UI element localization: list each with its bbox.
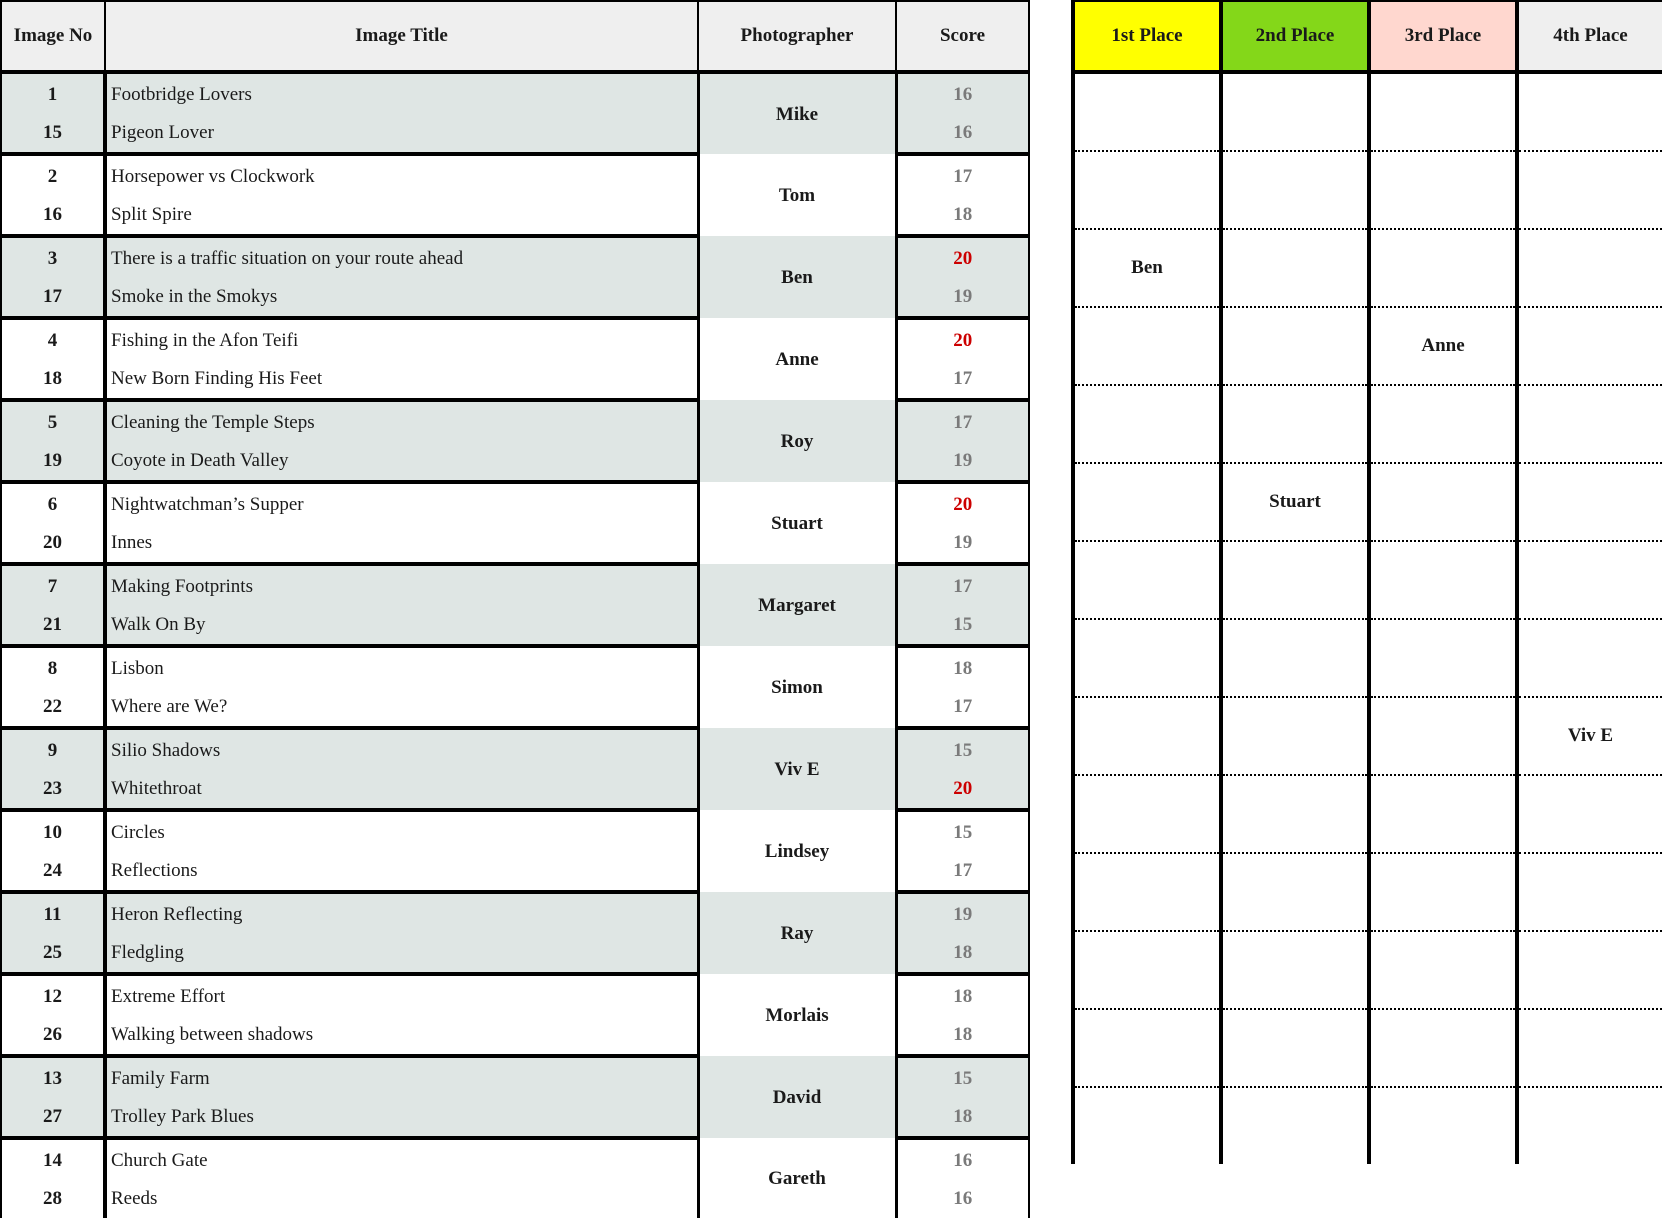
placing-cell <box>1517 1087 1662 1164</box>
placing-cell <box>1221 541 1369 619</box>
placing-cell <box>1073 697 1221 775</box>
header-image-title: Image Title <box>105 1 698 72</box>
photographer-name: Roy <box>698 400 896 482</box>
entry-row <box>1 810 1029 852</box>
image-number: 6 <box>1 482 105 524</box>
photographer-name: Margaret <box>698 564 896 646</box>
placing-cell <box>1369 229 1517 307</box>
placing-cell <box>1517 151 1662 229</box>
photographer-name: Simon <box>698 646 896 728</box>
image-number: 11 <box>1 892 105 934</box>
placing-row <box>1073 72 1662 151</box>
placing-cell <box>1517 463 1662 541</box>
image-title: Walk On By <box>105 606 698 646</box>
placing-cell <box>1073 1009 1221 1087</box>
entry-row <box>1 892 1029 934</box>
score: 19 <box>896 278 1029 318</box>
header-image-no: Image No <box>1 1 105 72</box>
image-number: 2 <box>1 154 105 196</box>
score: 17 <box>896 852 1029 892</box>
placing-cell <box>1221 619 1369 697</box>
placing-row <box>1073 307 1662 385</box>
placing-cell <box>1073 463 1221 541</box>
image-number: 21 <box>1 606 105 646</box>
placing-winner: Anne <box>1369 307 1517 385</box>
placing-cell <box>1517 775 1662 853</box>
image-title: Lisbon <box>105 646 698 688</box>
score: 18 <box>896 196 1029 236</box>
image-title: Silio Shadows <box>105 728 698 770</box>
image-number: 9 <box>1 728 105 770</box>
placing-cell <box>1073 931 1221 1009</box>
score: 18 <box>896 1098 1029 1138</box>
placing-row <box>1073 1087 1662 1164</box>
placing-cell <box>1221 853 1369 931</box>
score: 15 <box>896 810 1029 852</box>
score: 15 <box>896 1056 1029 1098</box>
placing-cell <box>1221 931 1369 1009</box>
score: 16 <box>896 72 1029 114</box>
header-score: Score <box>896 1 1029 72</box>
image-title: Walking between shadows <box>105 1016 698 1056</box>
image-number: 14 <box>1 1138 105 1180</box>
placing-cell <box>1221 151 1369 229</box>
placing-row <box>1073 775 1662 853</box>
image-number: 13 <box>1 1056 105 1098</box>
photographer-name: Anne <box>698 318 896 400</box>
placing-cell <box>1073 619 1221 697</box>
score: 17 <box>896 688 1029 728</box>
placing-cell <box>1369 775 1517 853</box>
placing-cell <box>1221 229 1369 307</box>
placing-row <box>1073 151 1662 229</box>
image-title: Smoke in the Smokys <box>105 278 698 318</box>
score: 18 <box>896 1016 1029 1056</box>
image-title: Circles <box>105 810 698 852</box>
score: 18 <box>896 646 1029 688</box>
image-title: Extreme Effort <box>105 974 698 1016</box>
placing-row <box>1073 853 1662 931</box>
placing-cell <box>1369 1087 1517 1164</box>
score-max: 20 <box>896 318 1029 360</box>
placing-winner: Viv E <box>1517 697 1662 775</box>
photographer-name: Lindsey <box>698 810 896 892</box>
entry-row <box>1 400 1029 442</box>
placing-cell <box>1221 697 1369 775</box>
image-title: Church Gate <box>105 1138 698 1180</box>
placing-cell <box>1517 229 1662 307</box>
placing-cell <box>1369 853 1517 931</box>
placing-cell <box>1517 541 1662 619</box>
placing-cell <box>1221 1009 1369 1087</box>
image-title: Reflections <box>105 852 698 892</box>
image-number: 3 <box>1 236 105 278</box>
image-title: Reeds <box>105 1180 698 1218</box>
placing-cell <box>1517 72 1662 151</box>
placing-cell <box>1369 1009 1517 1087</box>
image-title: Horsepower vs Clockwork <box>105 154 698 196</box>
photographer-name: David <box>698 1056 896 1138</box>
placing-cell <box>1369 619 1517 697</box>
placing-cell <box>1073 541 1221 619</box>
header-1st-place: 1st Place <box>1073 1 1221 72</box>
image-number: 25 <box>1 934 105 974</box>
placing-cell <box>1221 1087 1369 1164</box>
image-title: Coyote in Death Valley <box>105 442 698 482</box>
image-number: 18 <box>1 360 105 400</box>
image-title: Heron Reflecting <box>105 892 698 934</box>
image-number: 8 <box>1 646 105 688</box>
placing-cell <box>1073 307 1221 385</box>
placing-cell <box>1369 385 1517 463</box>
image-title: Split Spire <box>105 196 698 236</box>
image-title: Where are We? <box>105 688 698 728</box>
photographer-name: Mike <box>698 72 896 154</box>
score-max: 20 <box>896 482 1029 524</box>
image-title: Whitethroat <box>105 770 698 810</box>
score: 18 <box>896 974 1029 1016</box>
placing-row <box>1073 697 1662 775</box>
entry-row <box>1 646 1029 688</box>
placing-cell <box>1221 307 1369 385</box>
image-number: 16 <box>1 196 105 236</box>
image-number: 15 <box>1 114 105 154</box>
score: 15 <box>896 606 1029 646</box>
placing-cell <box>1369 541 1517 619</box>
placing-cell <box>1517 853 1662 931</box>
image-title: Pigeon Lover <box>105 114 698 154</box>
placing-cell <box>1369 931 1517 1009</box>
photographer-name: Tom <box>698 154 896 236</box>
photographer-name: Gareth <box>698 1138 896 1218</box>
entry-row <box>1 564 1029 606</box>
image-title: Innes <box>105 524 698 564</box>
image-title: Family Farm <box>105 1056 698 1098</box>
placing-row <box>1073 1009 1662 1087</box>
placing-winner: Ben <box>1073 229 1221 307</box>
placing-cell <box>1073 775 1221 853</box>
image-title: Nightwatchman’s Supper <box>105 482 698 524</box>
placing-winner: Stuart <box>1221 463 1369 541</box>
image-title: Fishing in the Afon Teifi <box>105 318 698 360</box>
image-number: 4 <box>1 318 105 360</box>
placing-row <box>1073 619 1662 697</box>
placing-cell <box>1517 931 1662 1009</box>
image-number: 22 <box>1 688 105 728</box>
placing-cell <box>1073 853 1221 931</box>
header-2nd-place: 2nd Place <box>1221 1 1369 72</box>
score: 19 <box>896 524 1029 564</box>
image-title: Trolley Park Blues <box>105 1098 698 1138</box>
image-number: 24 <box>1 852 105 892</box>
score-max: 20 <box>896 236 1029 278</box>
header-4th-place: 4th Place <box>1517 1 1662 72</box>
image-title: New Born Finding His Feet <box>105 360 698 400</box>
score: 17 <box>896 360 1029 400</box>
image-title: Making Footprints <box>105 564 698 606</box>
placing-cell <box>1369 697 1517 775</box>
image-number: 10 <box>1 810 105 852</box>
placing-cell <box>1517 385 1662 463</box>
photographer-name: Viv E <box>698 728 896 810</box>
placing-cell <box>1221 385 1369 463</box>
image-number: 12 <box>1 974 105 1016</box>
image-number: 1 <box>1 72 105 114</box>
image-number: 28 <box>1 1180 105 1218</box>
entry-row <box>1 154 1029 196</box>
entry-row <box>1 974 1029 1016</box>
entry-row <box>1 1138 1029 1180</box>
entry-row <box>1 318 1029 360</box>
entries-header-row <box>1 1 1029 72</box>
photographer-name: Stuart <box>698 482 896 564</box>
score: 16 <box>896 1138 1029 1180</box>
placing-cell <box>1073 72 1221 151</box>
placing-row <box>1073 463 1662 541</box>
placing-row <box>1073 229 1662 307</box>
score: 16 <box>896 114 1029 154</box>
placing-cell <box>1369 463 1517 541</box>
entry-row <box>1 1056 1029 1098</box>
image-number: 7 <box>1 564 105 606</box>
score: 17 <box>896 564 1029 606</box>
photographer-name: Ray <box>698 892 896 974</box>
score: 15 <box>896 728 1029 770</box>
score-max: 20 <box>896 770 1029 810</box>
score: 19 <box>896 442 1029 482</box>
placing-row <box>1073 385 1662 463</box>
image-number: 19 <box>1 442 105 482</box>
placing-row <box>1073 541 1662 619</box>
placing-cell <box>1517 619 1662 697</box>
entry-row <box>1 482 1029 524</box>
image-number: 20 <box>1 524 105 564</box>
placing-cell <box>1073 385 1221 463</box>
placings-header-row <box>1073 1 1662 72</box>
image-number: 26 <box>1 1016 105 1056</box>
header-3rd-place: 3rd Place <box>1369 1 1517 72</box>
image-number: 17 <box>1 278 105 318</box>
image-number: 23 <box>1 770 105 810</box>
placing-cell <box>1517 307 1662 385</box>
image-title: There is a traffic situation on your route ahead <box>105 236 698 278</box>
placings-table <box>1071 0 1662 1164</box>
score: 19 <box>896 892 1029 934</box>
score: 17 <box>896 154 1029 196</box>
placing-cell <box>1073 1087 1221 1164</box>
placing-cell <box>1073 151 1221 229</box>
placing-cell <box>1369 72 1517 151</box>
entry-row <box>1 236 1029 278</box>
placing-cell <box>1221 775 1369 853</box>
image-title: Fledgling <box>105 934 698 974</box>
placing-row <box>1073 931 1662 1009</box>
photographer-name: Ben <box>698 236 896 318</box>
entry-row <box>1 72 1029 114</box>
image-title: Cleaning the Temple Steps <box>105 400 698 442</box>
image-title: Footbridge Lovers <box>105 72 698 114</box>
entry-row <box>1 728 1029 770</box>
placing-cell <box>1369 151 1517 229</box>
placing-cell <box>1517 1009 1662 1087</box>
header-photographer: Photographer <box>698 1 896 72</box>
image-number: 27 <box>1 1098 105 1138</box>
image-number: 5 <box>1 400 105 442</box>
score: 16 <box>896 1180 1029 1218</box>
score: 18 <box>896 934 1029 974</box>
placing-cell <box>1221 72 1369 151</box>
photographer-name: Morlais <box>698 974 896 1056</box>
score: 17 <box>896 400 1029 442</box>
